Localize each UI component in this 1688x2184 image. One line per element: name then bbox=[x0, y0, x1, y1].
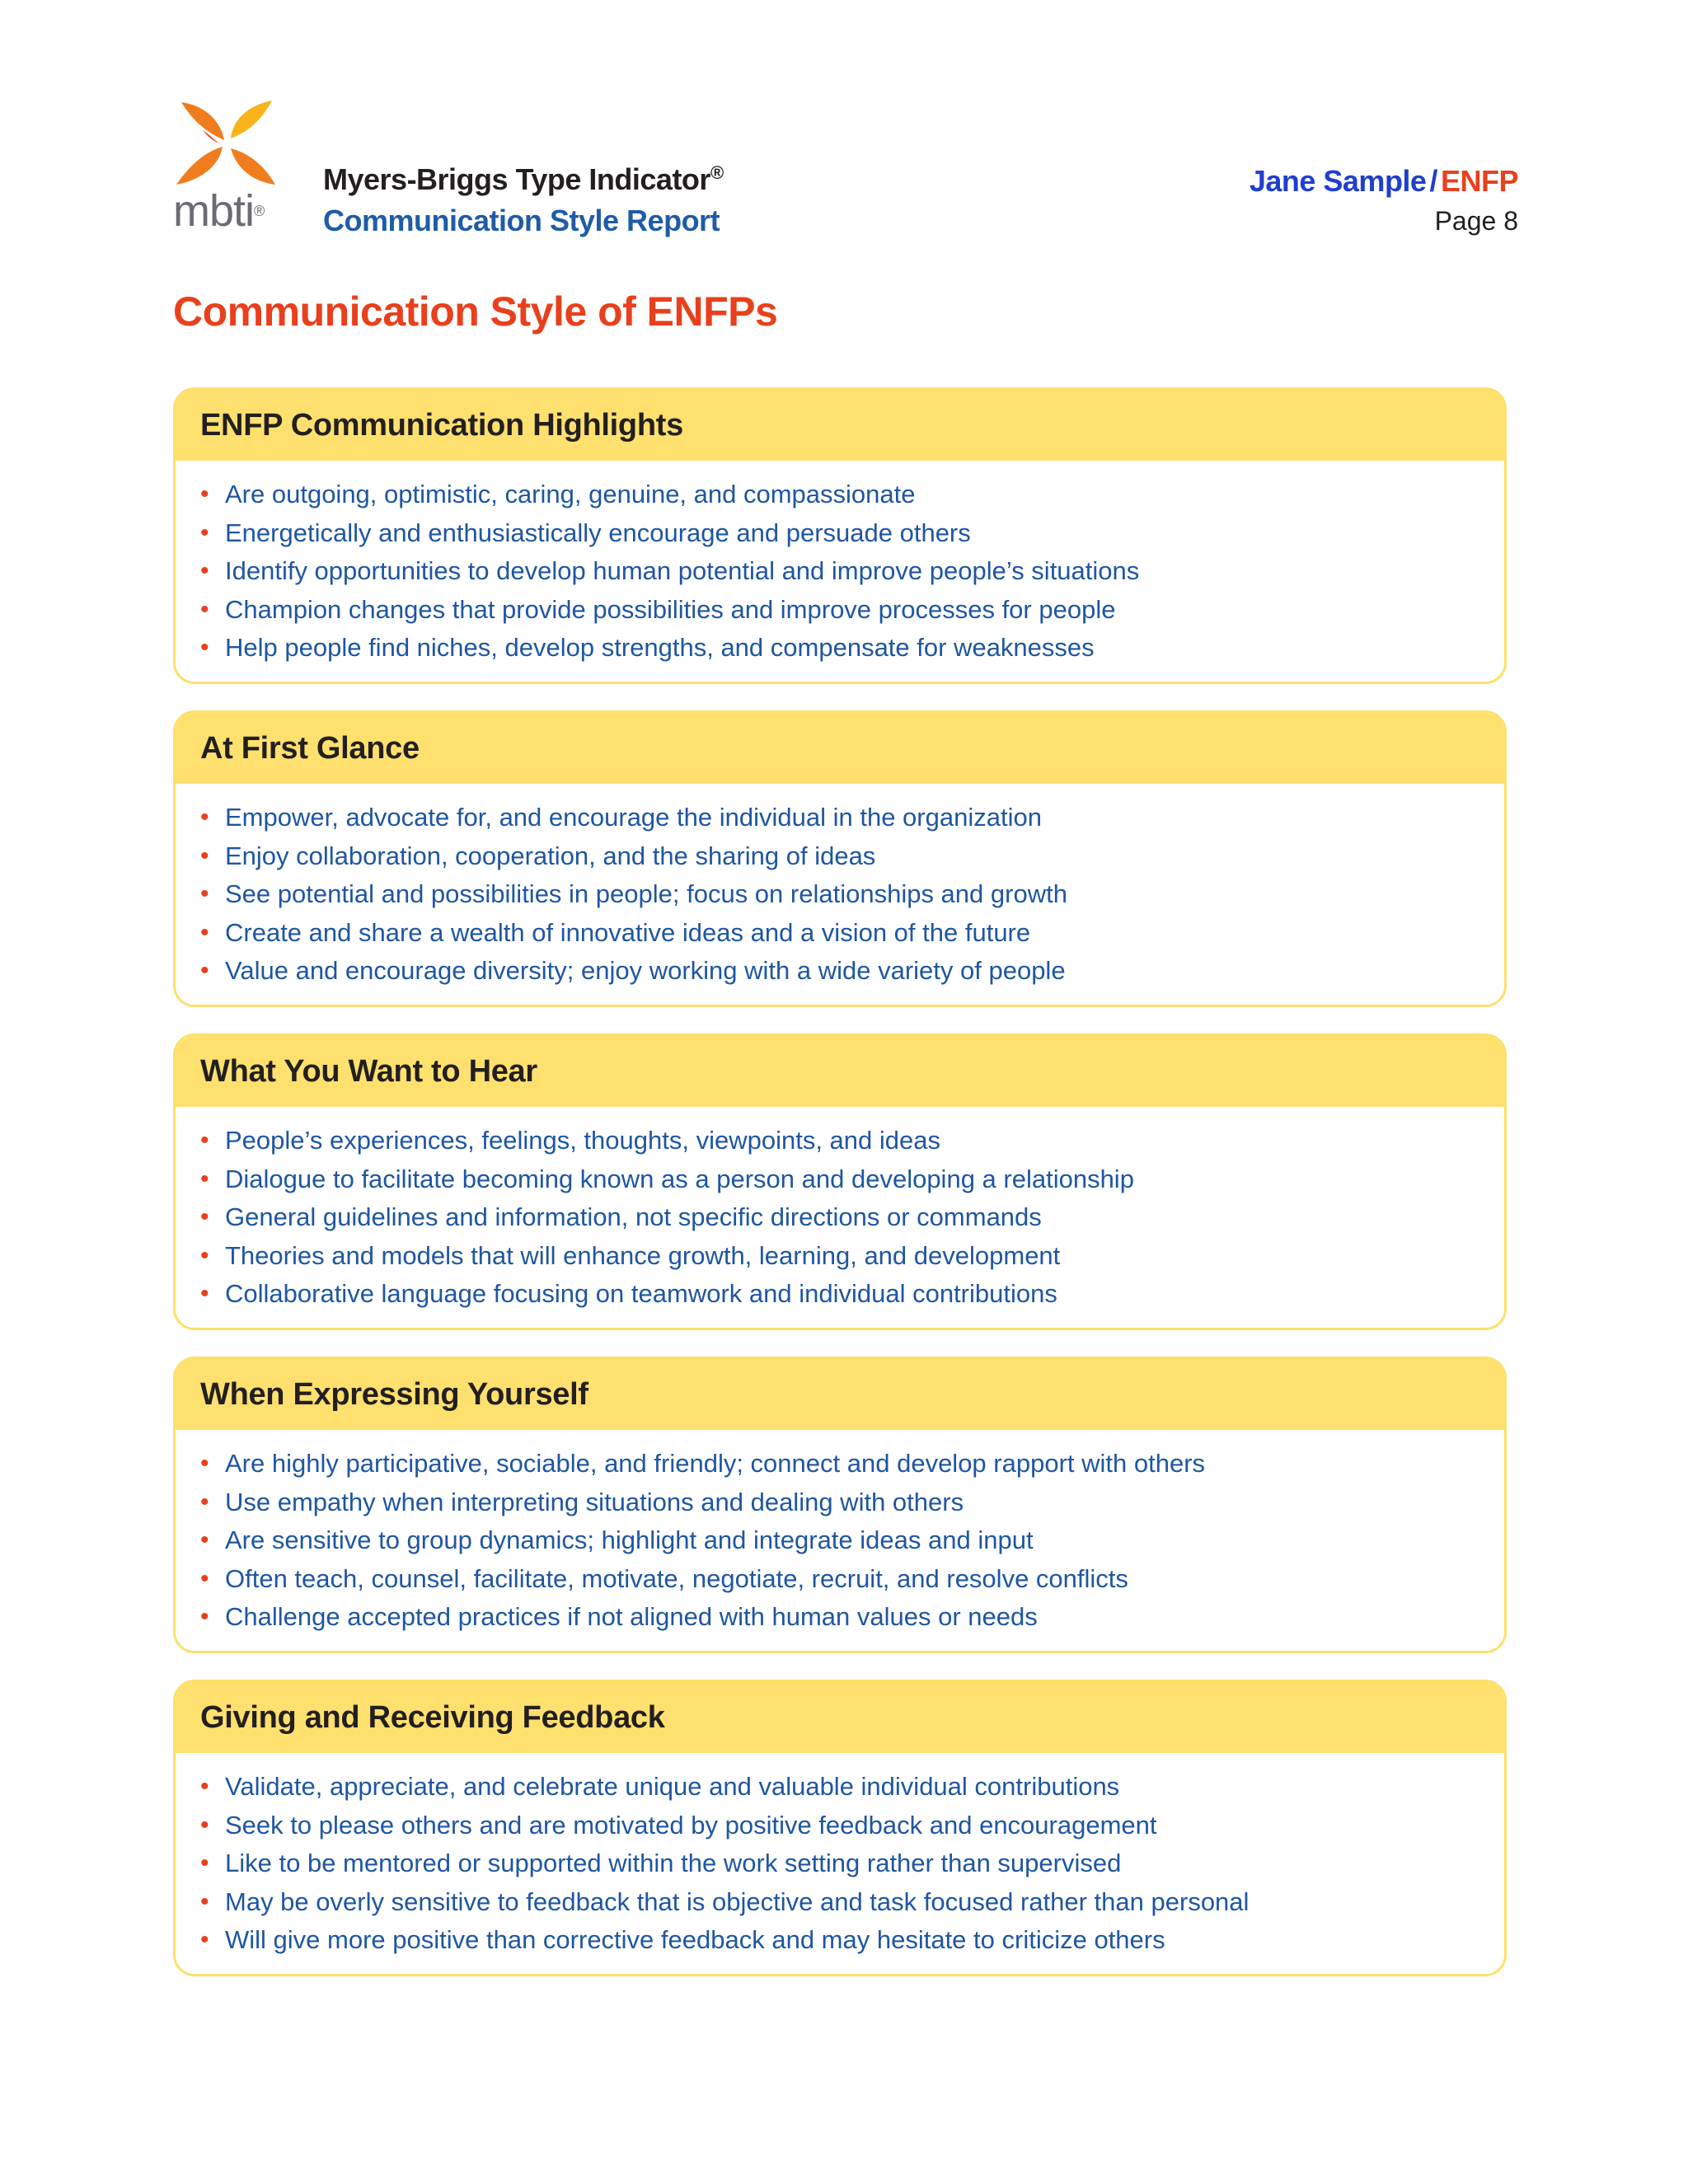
list-item: • Are highly participative, sociable, and friendly; connect and develop rapport with others bbox=[200, 1445, 1504, 1483]
bullet-icon: • bbox=[200, 1127, 209, 1154]
bullet-list bbox=[176, 784, 1504, 991]
page-heading: Communication Style of ENFPs bbox=[173, 288, 778, 335]
mbti-logo-icon bbox=[173, 97, 280, 190]
section-title: When Expressing Yourself bbox=[176, 1359, 1504, 1430]
section-what-you-want-to-hear bbox=[173, 1033, 1507, 1330]
section-highlights bbox=[173, 387, 1507, 684]
report-header bbox=[173, 97, 1518, 246]
list-item: • Challenge accepted practices if not aligned with human values or needs bbox=[200, 1598, 1504, 1637]
logo-wordmark: mbti® bbox=[173, 186, 265, 236]
list-item: • Value and encourage diversity; enjoy working with a wide variety of people bbox=[200, 952, 1504, 991]
list-item: • General guidelines and information, not specific directions or commands bbox=[200, 1198, 1504, 1237]
section-title: At First Glance bbox=[176, 713, 1504, 784]
list-item: • Champion changes that provide possibilities and improve processes for people bbox=[200, 591, 1504, 630]
person-name: Jane Sample bbox=[1249, 164, 1427, 198]
list-item: • Collaborative language focusing on teamwork and individual contributions bbox=[200, 1275, 1504, 1314]
list-item: • Energetically and enthusiastically encourage and persuade others bbox=[200, 514, 1504, 553]
list-item: • Will give more positive than corrective feedback and may hesitate to criticize others bbox=[200, 1921, 1504, 1960]
bullet-icon: • bbox=[200, 634, 209, 661]
list-item: • Create and share a wealth of innovative ideas and a vision of the future bbox=[200, 914, 1504, 953]
list-item: • Seek to please others and are motivated by positive feedback and encouragement bbox=[200, 1807, 1504, 1845]
section-when-expressing-yourself bbox=[173, 1357, 1507, 1653]
product-title: Myers-Briggs Type Indicator® bbox=[323, 162, 724, 196]
bullet-icon: • bbox=[200, 1773, 209, 1800]
bullet-icon: • bbox=[200, 1450, 209, 1477]
bullet-icon: • bbox=[200, 1849, 209, 1877]
sections bbox=[173, 387, 1507, 2003]
bullet-list bbox=[176, 1107, 1504, 1314]
bullet-icon: • bbox=[200, 1203, 209, 1230]
list-item: • People’s experiences, feelings, thoughts, viewpoints, and ideas bbox=[200, 1122, 1504, 1160]
section-giving-and-receiving-feedback bbox=[173, 1680, 1507, 1976]
list-item: • Are sensitive to group dynamics; highlight and integrate ideas and input bbox=[200, 1521, 1504, 1560]
bullet-icon: • bbox=[200, 918, 209, 946]
list-item: • Like to be mentored or supported within the work setting rather than supervised bbox=[200, 1844, 1504, 1883]
list-item: • Enjoy collaboration, cooperation, and the sharing of ideas bbox=[200, 837, 1504, 876]
bullet-icon: • bbox=[200, 880, 209, 907]
bullet-icon: • bbox=[200, 957, 209, 984]
list-item: • Dialogue to facilitate becoming known as a person and developing a relationship bbox=[200, 1160, 1504, 1199]
bullet-icon: • bbox=[200, 1926, 209, 1953]
bullet-icon: • bbox=[200, 557, 209, 584]
list-item: • Identify opportunities to develop human potential and improve people’s situations bbox=[200, 552, 1504, 591]
section-title: Giving and Receiving Feedback bbox=[176, 1682, 1504, 1753]
bullet-icon: • bbox=[200, 804, 209, 831]
section-title: ENFP Communication Highlights bbox=[176, 390, 1504, 461]
list-item: • See potential and possibilities in people; focus on relationships and growth bbox=[200, 875, 1504, 914]
list-item: • Use empathy when interpreting situations and dealing with others bbox=[200, 1483, 1504, 1522]
bullet-icon: • bbox=[200, 1526, 209, 1554]
bullet-list bbox=[176, 461, 1504, 668]
list-item: • May be overly sensitive to feedback that is objective and task focused rather than personal bbox=[200, 1883, 1504, 1922]
mbti-logo bbox=[173, 97, 280, 237]
bullet-list bbox=[176, 1753, 1504, 1960]
bullet-icon: • bbox=[200, 841, 209, 869]
bullet-icon: • bbox=[200, 595, 209, 623]
page-number: Page 8 bbox=[1434, 206, 1518, 236]
bullet-icon: • bbox=[200, 1280, 209, 1307]
bullet-icon: • bbox=[200, 1488, 209, 1516]
bullet-icon: • bbox=[200, 1811, 209, 1839]
person-type: ENFP bbox=[1440, 164, 1518, 198]
list-item: • Often teach, counsel, facilitate, motivate, negotiate, recruit, and resolve conflicts bbox=[200, 1560, 1504, 1599]
person-identity bbox=[1250, 163, 1518, 199]
list-item: • Theories and models that will enhance growth, learning, and development bbox=[200, 1237, 1504, 1276]
list-item: • Validate, appreciate, and celebrate unique and valuable individual contributions bbox=[200, 1768, 1504, 1807]
list-item: • Empower, advocate for, and encourage the individual in the organization bbox=[200, 799, 1504, 837]
section-at-first-glance bbox=[173, 710, 1507, 1007]
bullet-list bbox=[176, 1430, 1504, 1637]
bullet-icon: • bbox=[200, 1564, 209, 1592]
separator: / bbox=[1429, 164, 1437, 198]
list-item: • Help people find niches, develop strengths, and compensate for weaknesses bbox=[200, 629, 1504, 668]
bullet-icon: • bbox=[200, 480, 209, 508]
section-title: What You Want to Hear bbox=[176, 1036, 1504, 1107]
bullet-icon: • bbox=[200, 518, 209, 546]
bullet-icon: • bbox=[200, 1165, 209, 1193]
bullet-icon: • bbox=[200, 1241, 209, 1269]
list-item: • Are outgoing, optimistic, caring, genuine, and compassionate bbox=[200, 476, 1504, 514]
report-title: Communication Style Report bbox=[323, 204, 720, 237]
bullet-icon: • bbox=[200, 1603, 209, 1630]
bullet-icon: • bbox=[200, 1887, 209, 1915]
